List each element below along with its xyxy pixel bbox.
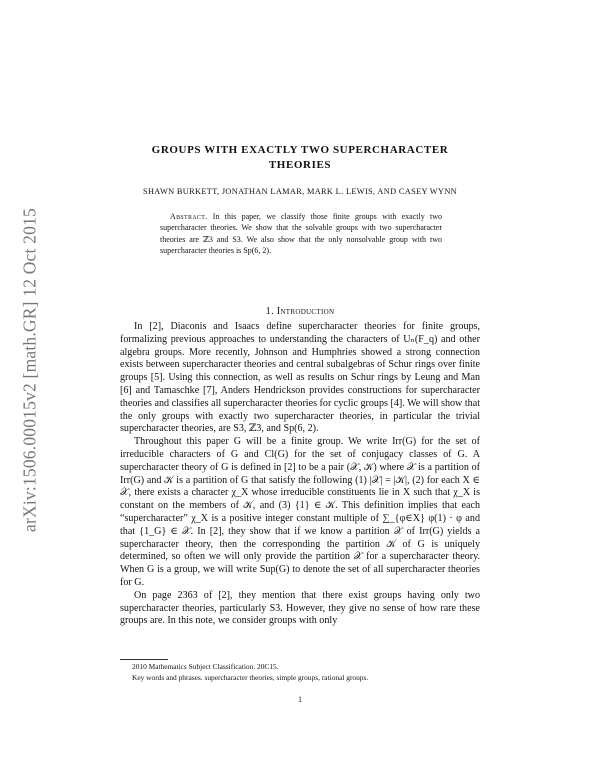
- authors: SHAWN BURKETT, JONATHAN LAMAR, MARK L. LEWIS, AND CASEY WYNN: [142, 187, 458, 196]
- footnote-msc: 2010 Mathematics Subject Classification. 20C15.: [132, 662, 279, 671]
- title-line-1: GROUPS WITH EXACTLY TWO SUPERCHARACTER: [151, 144, 449, 156]
- paragraph-2: Throughout this paper G will be a finite group. We write Irr(G) for the set of irreducible characters of G and Cl(G) for the set of conjugacy classes of G. A supercharacter theory of G is defined in [2] to be a pair (𝒳, 𝒦) where 𝒳 is a partition of Irr(G) and 𝒦 is a partition of G that satisfy the following (1) |𝒳| = |𝒦|, (2) for each X ∈ 𝒳, there exists a character χ_X whose irreducible constituents lie in X such that χ_X is constant on the members of 𝒦, and (3) {1} ∈ 𝒦. This definition implies that each “supercharacter” χ_X is a positive integer constant multiple of ∑_{φ∈X} φ(1) · φ and that {1_G} ∈ 𝒳. In [2], they show that if we know a partition 𝒳 of Irr(G) yields a supercharacter theory, then the corresponding the partition 𝒦 of G is uniquely determined, so often we will only provide the partition 𝒳 for a supercharacter theory. When G is a group, we will write Sup(G) to denote the set of all supercharacter theories for G.: [120, 436, 480, 588]
- paragraph-1: In [2], Diaconis and Isaacs define supercharacter theories for finite groups, formalizing previous approaches to understanding the characters of Uₙ(F_q) and other algebra groups. More recently, Johnson and Humphries showed a strong connection exists between supercharacter theories and central subalgebras of Schur rings over finite groups [5]. Using this connection, as well as results on Schur rings by Leung and Man [6] and Tamaschke [7], Anders Hendrickson provides constructions for supercharacter theories and classifies all supercharacter theories for cyclic groups [4]. We will show that the only groups with exactly two supercharacter theories, in particular the trivial supercharacter theories, are S3, ℤ3, and Sp(6, 2).: [120, 321, 481, 435]
- paper-title: [120, 143, 480, 173]
- abstract-label: Abstract.: [170, 212, 208, 221]
- abstract-text: In this paper, we classify those finite groups with exactly two supercharacter theories. We show that the solvable groups with two supercharacter theories are ℤ3 and S3. We also show that the only nonsolvable group with two supercharacter theories is Sp(6, 2).: [160, 212, 442, 256]
- section-heading: 1. Introduction: [265, 306, 335, 317]
- footnotes: [120, 661, 480, 683]
- page-number: 1: [298, 695, 302, 704]
- footnote-rule: [120, 659, 168, 660]
- footnote-keywords: Key words and phrases. supercharacter theories, simple groups, rational groups.: [132, 673, 369, 682]
- arxiv-stamp: [10, 175, 50, 565]
- paragraph-3: On page 2363 of [2], they mention that there exist groups having only two supercharacter theories, particularly S3. However, they give no sense of how rare these groups are. In this note, we consider groups with only: [120, 589, 480, 627]
- abstract: [160, 211, 442, 257]
- arxiv-stamp-text: arXiv:1506.00015v2 [math.GR] 12 Oct 2015: [19, 208, 40, 532]
- body-text: [120, 321, 480, 628]
- title-line-2: THEORIES: [268, 159, 332, 171]
